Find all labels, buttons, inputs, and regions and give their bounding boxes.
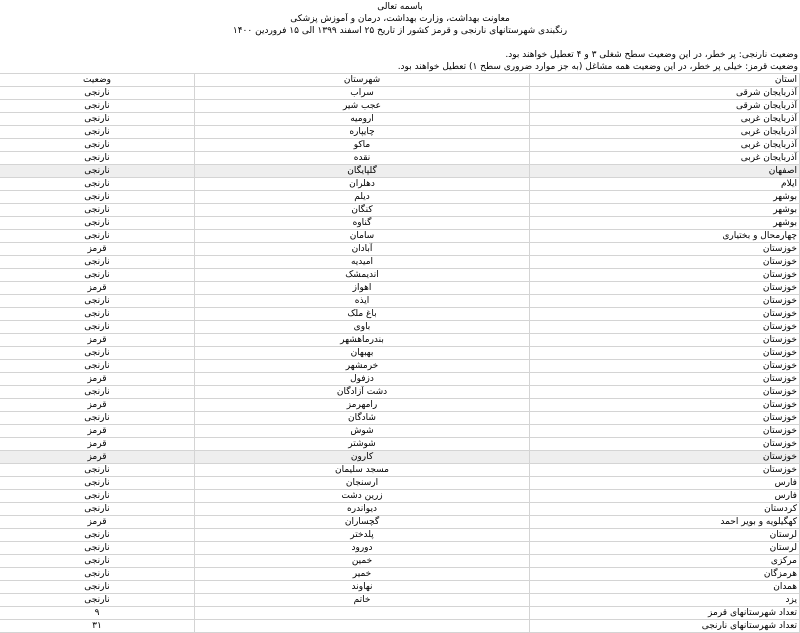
- table-row: [0, 542, 800, 555]
- status-cell: نارنجی: [0, 126, 195, 139]
- county-cell: بهبهان: [195, 347, 530, 360]
- county-cell: مسجد سلیمان: [195, 464, 530, 477]
- header-spacer: [0, 37, 800, 49]
- table-row: [0, 529, 800, 542]
- status-cell: قرمز: [0, 399, 195, 412]
- table-row: [0, 347, 800, 360]
- province-cell: خوزستان: [530, 386, 800, 399]
- header-bismillah: باسمه تعالی: [377, 2, 423, 12]
- table-row: [0, 269, 800, 282]
- status-cell: نارنجی: [0, 295, 195, 308]
- county-cell: کنگان: [195, 204, 530, 217]
- table-row: [0, 490, 800, 503]
- table-row: [0, 373, 800, 386]
- province-cell: خوزستان: [530, 360, 800, 373]
- status-cell: نارنجی: [0, 347, 195, 360]
- table-row: [0, 386, 800, 399]
- county-cell: رامهرمز: [195, 399, 530, 412]
- province-cell: بوشهر: [530, 191, 800, 204]
- county-cell: سراب: [195, 87, 530, 100]
- table-row: [0, 178, 800, 191]
- totals-row: [0, 607, 800, 620]
- status-cell: نارنجی: [0, 490, 195, 503]
- totals-value: ۳۱: [0, 620, 195, 633]
- province-cell: خوزستان: [530, 334, 800, 347]
- table-row: [0, 412, 800, 425]
- province-cell: خوزستان: [530, 451, 800, 464]
- province-cell: آذربایجان شرقی: [530, 87, 800, 100]
- province-cell: آذربایجان غربی: [530, 126, 800, 139]
- county-cell: خرمشهر: [195, 360, 530, 373]
- status-cell: نارنجی: [0, 321, 195, 334]
- province-cell: خوزستان: [530, 438, 800, 451]
- county-cell: نهاوند: [195, 581, 530, 594]
- province-cell: همدان: [530, 581, 800, 594]
- status-cell: نارنجی: [0, 165, 195, 178]
- table-row: [0, 555, 800, 568]
- table-row: [0, 425, 800, 438]
- county-cell: باوی: [195, 321, 530, 334]
- county-cell: دشت آزادگان: [195, 386, 530, 399]
- county-cell: زرین دشت: [195, 490, 530, 503]
- status-cell: قرمز: [0, 451, 195, 464]
- county-cell: دیلم: [195, 191, 530, 204]
- province-cell: بوشهر: [530, 217, 800, 230]
- status-cell: قرمز: [0, 334, 195, 347]
- province-cell: فارس: [530, 477, 800, 490]
- province-cell: اصفهان: [530, 165, 800, 178]
- county-cell: سامان: [195, 230, 530, 243]
- province-cell: خوزستان: [530, 373, 800, 386]
- note-red: وضعیت قرمز: خیلی پر خطر، در این وضعیت همه مشاغل (به جز موارد ضروری سطح ۱) تعطیل خواهند بود.: [397, 62, 798, 72]
- province-cell: خوزستان: [530, 464, 800, 477]
- table-row: [0, 295, 800, 308]
- table-row: [0, 438, 800, 451]
- county-cell: شوشتر: [195, 438, 530, 451]
- counties-table: [0, 73, 800, 633]
- totals-empty-cell: [195, 607, 530, 620]
- county-cell: دیواندره: [195, 503, 530, 516]
- table-row: [0, 126, 800, 139]
- status-cell: قرمز: [0, 282, 195, 295]
- province-cell: آذربایجان غربی: [530, 113, 800, 126]
- province-cell: خوزستان: [530, 243, 800, 256]
- county-cell: گچساران: [195, 516, 530, 529]
- status-cell: نارنجی: [0, 152, 195, 165]
- status-cell: نارنجی: [0, 477, 195, 490]
- province-cell: خوزستان: [530, 308, 800, 321]
- table-row: [0, 321, 800, 334]
- status-cell: نارنجی: [0, 230, 195, 243]
- note-orange: وضعیت نارنجی: پر خطر، در این وضعیت سطح شغلی ۳ و ۴ تعطیل خواهند بود.: [505, 50, 798, 60]
- table-row: [0, 360, 800, 373]
- status-cell: نارنجی: [0, 204, 195, 217]
- province-cell: کهگیلویه و بویر احمد: [530, 516, 800, 529]
- county-cell: خمیر: [195, 568, 530, 581]
- status-cell: نارنجی: [0, 542, 195, 555]
- county-cell: گلپایگان: [195, 165, 530, 178]
- province-cell: یزد: [530, 594, 800, 607]
- table-header-row: [0, 74, 800, 87]
- table-row: [0, 217, 800, 230]
- county-cell: امیدیه: [195, 256, 530, 269]
- status-cell: نارنجی: [0, 100, 195, 113]
- table-row: [0, 191, 800, 204]
- table-row: [0, 87, 800, 100]
- county-cell: ارومیه: [195, 113, 530, 126]
- province-cell: خوزستان: [530, 347, 800, 360]
- province-cell: خوزستان: [530, 282, 800, 295]
- province-cell: خوزستان: [530, 425, 800, 438]
- county-cell: ماکو: [195, 139, 530, 152]
- province-cell: خوزستان: [530, 399, 800, 412]
- county-cell: اهواز: [195, 282, 530, 295]
- table-row: [0, 568, 800, 581]
- table-row: [0, 334, 800, 347]
- county-cell: ارسنجان: [195, 477, 530, 490]
- column-header-status: وضعیت: [0, 74, 195, 87]
- status-cell: نارنجی: [0, 256, 195, 269]
- status-cell: نارنجی: [0, 217, 195, 230]
- status-cell: نارنجی: [0, 464, 195, 477]
- table-row: [0, 581, 800, 594]
- province-cell: آذربایجان غربی: [530, 152, 800, 165]
- county-cell: دهلران: [195, 178, 530, 191]
- province-cell: آذربایجان شرقی: [530, 100, 800, 113]
- county-cell: باغ ملک: [195, 308, 530, 321]
- county-cell: اندیمشک: [195, 269, 530, 282]
- province-cell: هرمزگان: [530, 568, 800, 581]
- status-cell: نارنجی: [0, 139, 195, 152]
- county-cell: دزفول: [195, 373, 530, 386]
- header-ministry: معاونت بهداشت، وزارت بهداشت، درمان و آموزش پزشکی: [290, 14, 510, 24]
- table-body: [0, 87, 800, 633]
- table-row: [0, 308, 800, 321]
- status-cell: قرمز: [0, 373, 195, 386]
- province-cell: لرستان: [530, 529, 800, 542]
- status-cell: نارنجی: [0, 178, 195, 191]
- county-cell: نقده: [195, 152, 530, 165]
- county-cell: پلدختر: [195, 529, 530, 542]
- county-cell: عجب شیر: [195, 100, 530, 113]
- status-cell: نارنجی: [0, 87, 195, 100]
- county-cell: گناوه: [195, 217, 530, 230]
- status-cell: قرمز: [0, 243, 195, 256]
- table-row: [0, 516, 800, 529]
- status-cell: نارنجی: [0, 191, 195, 204]
- totals-value: ۹: [0, 607, 195, 620]
- province-cell: کردستان: [530, 503, 800, 516]
- table-row: [0, 139, 800, 152]
- province-cell: لرستان: [530, 542, 800, 555]
- totals-label: تعداد شهرستانهای نارنجی: [530, 620, 800, 633]
- table-row: [0, 594, 800, 607]
- status-cell: نارنجی: [0, 555, 195, 568]
- county-cell: شوش: [195, 425, 530, 438]
- status-cell: نارنجی: [0, 308, 195, 321]
- status-cell: نارنجی: [0, 529, 195, 542]
- status-cell: نارنجی: [0, 113, 195, 126]
- header-title: رنگبندی شهرستانهای نارنجی و قرمز کشور از تاریخ ۲۵ اسفند ۱۳۹۹ الی ۱۵ فروردین ۱۴۰۰: [232, 26, 568, 36]
- county-cell: چایپاره: [195, 126, 530, 139]
- table-row: [0, 282, 800, 295]
- status-cell: نارنجی: [0, 581, 195, 594]
- province-cell: مرکزی: [530, 555, 800, 568]
- table-row: [0, 503, 800, 516]
- province-cell: خوزستان: [530, 295, 800, 308]
- province-cell: بوشهر: [530, 204, 800, 217]
- totals-empty-cell: [195, 620, 530, 633]
- province-cell: فارس: [530, 490, 800, 503]
- table-row: [0, 477, 800, 490]
- county-cell: دورود: [195, 542, 530, 555]
- county-cell: ایذه: [195, 295, 530, 308]
- status-cell: قرمز: [0, 438, 195, 451]
- county-cell: شادگان: [195, 412, 530, 425]
- table-row: [0, 113, 800, 126]
- status-cell: نارنجی: [0, 503, 195, 516]
- table-row: [0, 451, 800, 464]
- table-row: [0, 100, 800, 113]
- province-cell: خوزستان: [530, 269, 800, 282]
- table-row: [0, 256, 800, 269]
- totals-label: تعداد شهرستانهای قرمز: [530, 607, 800, 620]
- column-header-county: شهرستان: [195, 74, 530, 87]
- county-cell: بندرماهشهر: [195, 334, 530, 347]
- county-cell: کارون: [195, 451, 530, 464]
- status-cell: نارنجی: [0, 386, 195, 399]
- county-cell: خاتم: [195, 594, 530, 607]
- status-cell: نارنجی: [0, 360, 195, 373]
- table-row: [0, 230, 800, 243]
- province-cell: چهارمحال و بختیاری: [530, 230, 800, 243]
- county-cell: خمین: [195, 555, 530, 568]
- status-cell: قرمز: [0, 516, 195, 529]
- county-cell: آبادان: [195, 243, 530, 256]
- table-row: [0, 243, 800, 256]
- status-cell: نارنجی: [0, 568, 195, 581]
- status-cell: نارنجی: [0, 594, 195, 607]
- province-cell: ایلام: [530, 178, 800, 191]
- status-cell: نارنجی: [0, 269, 195, 282]
- province-cell: خوزستان: [530, 321, 800, 334]
- table-row: [0, 464, 800, 477]
- table-row: [0, 204, 800, 217]
- column-header-province: استان: [530, 74, 800, 87]
- table-row: [0, 152, 800, 165]
- province-cell: آذربایجان غربی: [530, 139, 800, 152]
- status-cell: قرمز: [0, 425, 195, 438]
- table-row: [0, 399, 800, 412]
- province-cell: خوزستان: [530, 412, 800, 425]
- table-row: [0, 165, 800, 178]
- province-cell: خوزستان: [530, 256, 800, 269]
- totals-row: [0, 620, 800, 633]
- status-cell: نارنجی: [0, 412, 195, 425]
